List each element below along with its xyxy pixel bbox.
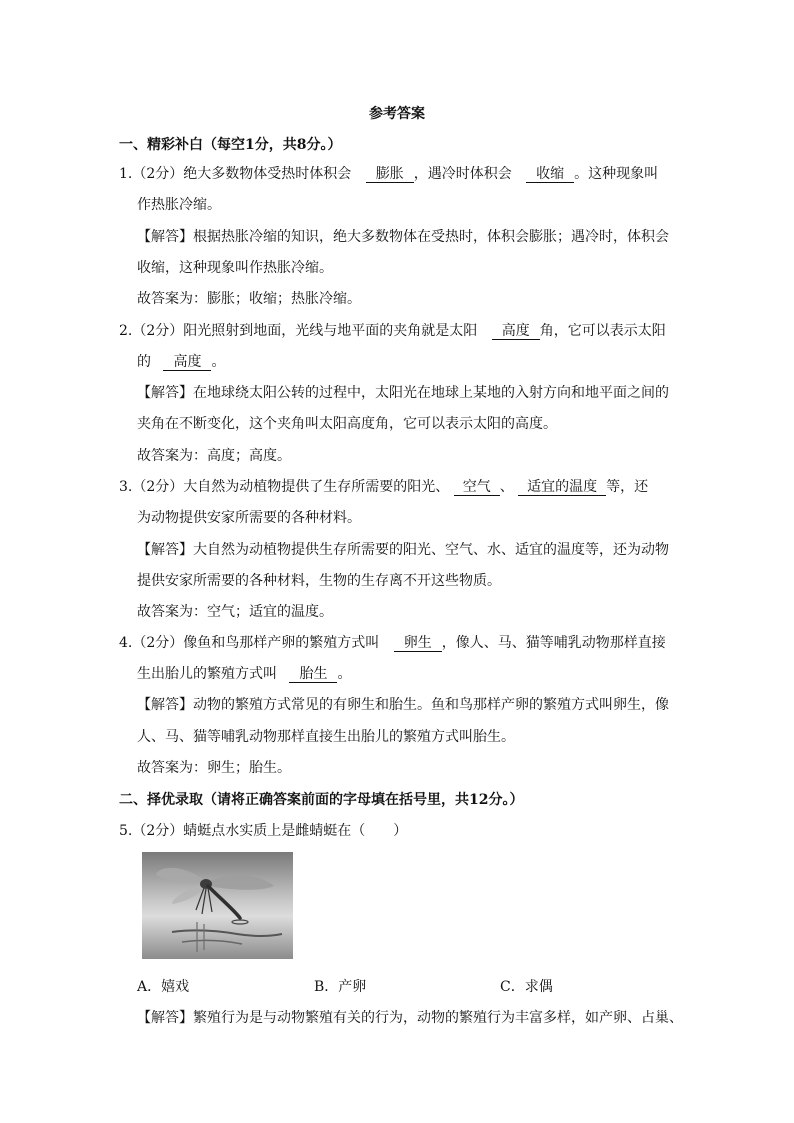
solution-3-line2: 提供安家所需要的各种材料，生物的生存离不开这些物质。 <box>137 573 501 589</box>
dragonfly-illustration <box>142 852 293 959</box>
solution-label: 【解答】 <box>137 229 193 245</box>
section-heading-1: 一、精彩补白（每空1分，共8分。） <box>119 137 342 153</box>
question-4-line2: 生出胎儿的繁殖方式叫 胎生 。 <box>137 666 352 682</box>
solution-2-line2: 夹角在不断变化，这个夹角叫太阳高度角，它可以表示太阳的高度。 <box>137 416 557 432</box>
question-3-line2: 为动物提供安家所需要的各种材料。 <box>137 510 361 526</box>
answer-blank: 空气 <box>454 479 500 496</box>
question-1: 1.（2分）绝大多数物体受热时体积会 膨胀 ，遇冷时体积会 收缩 。这种现象叫 <box>119 166 659 182</box>
page-title: 参考答案 <box>369 106 425 122</box>
question-2-line2: 的 高度 。 <box>137 354 226 370</box>
answer-blank: 膨胀 <box>366 166 414 183</box>
final-answer-3: 故答案为：空气；适宜的温度。 <box>137 604 333 620</box>
final-answer-1: 故答案为：膨胀；收缩；热胀冷缩。 <box>137 291 361 307</box>
option-a: A．嬉戏 <box>137 979 190 995</box>
dragonfly-photo <box>142 852 293 959</box>
solution-5: 【解答】繁殖行为是与动物繁殖有关的行为，动物的繁殖行为丰富多样，如产卵、占巢、 <box>137 1010 683 1026</box>
question-5: 5.（2分）蜻蜓点水实质上是雌蜻蜓在（ ） <box>119 823 408 839</box>
solution-4: 【解答】动物的繁殖方式常见的有卵生和胎生。鱼和鸟那样产卵的繁殖方式叫卵生，像 <box>137 697 669 713</box>
answer-blank: 胎生 <box>289 666 337 683</box>
option-b: B．产卵 <box>314 979 367 995</box>
answer-blank: 高度 <box>163 354 211 371</box>
solution-label: 【解答】 <box>137 385 193 401</box>
solution-4-line2: 人、马、猫等哺乳动物那样直接生出胎儿的繁殖方式叫胎生。 <box>137 729 515 745</box>
question-1-line2: 作热胀冷缩。 <box>137 197 221 213</box>
answer-blank: 高度 <box>492 323 540 340</box>
solution-label: 【解答】 <box>137 542 193 558</box>
solution-label: 【解答】 <box>137 697 193 713</box>
answer-blank: 卵生 <box>394 635 442 652</box>
option-c: C．求偶 <box>500 979 553 995</box>
solution-2: 【解答】在地球绕太阳公转的过程中，太阳光在地球上某地的入射方向和地平面之间的 <box>137 385 669 401</box>
question-2: 2.（2分）阳光照射到地面，光线与地平面的夹角就是太阳 高度 角，它可以表示太阳 <box>119 323 666 339</box>
section-heading-2: 二、择优录取（请将正确答案前面的字母填在括号里，共12分。） <box>119 792 524 808</box>
final-answer-4: 故答案为：卵生；胎生。 <box>137 760 291 776</box>
solution-1-line2: 收缩，这种现象叫作热胀冷缩。 <box>137 260 333 276</box>
question-3: 3.（2分）大自然为动植物提供了生存所需要的阳光、 空气 、 适宜的温度 等，还 <box>119 479 649 495</box>
answer-blank: 收缩 <box>526 166 574 183</box>
question-4: 4.（2分）像鱼和鸟那样产卵的繁殖方式叫 卵生 ，像人、马、猫等哺乳动物那样直接 <box>119 635 666 651</box>
solution-label: 【解答】 <box>137 1010 193 1026</box>
solution-3: 【解答】大自然为动植物提供生存所需要的阳光、空气、水、适宜的温度等，还为动物 <box>137 542 669 558</box>
solution-1: 【解答】根据热胀冷缩的知识，绝大多数物体在受热时，体积会膨胀；遇冷时，体积会 <box>137 229 669 245</box>
answer-blank: 适宜的温度 <box>518 479 606 496</box>
final-answer-2: 故答案为：高度；高度。 <box>137 448 291 464</box>
